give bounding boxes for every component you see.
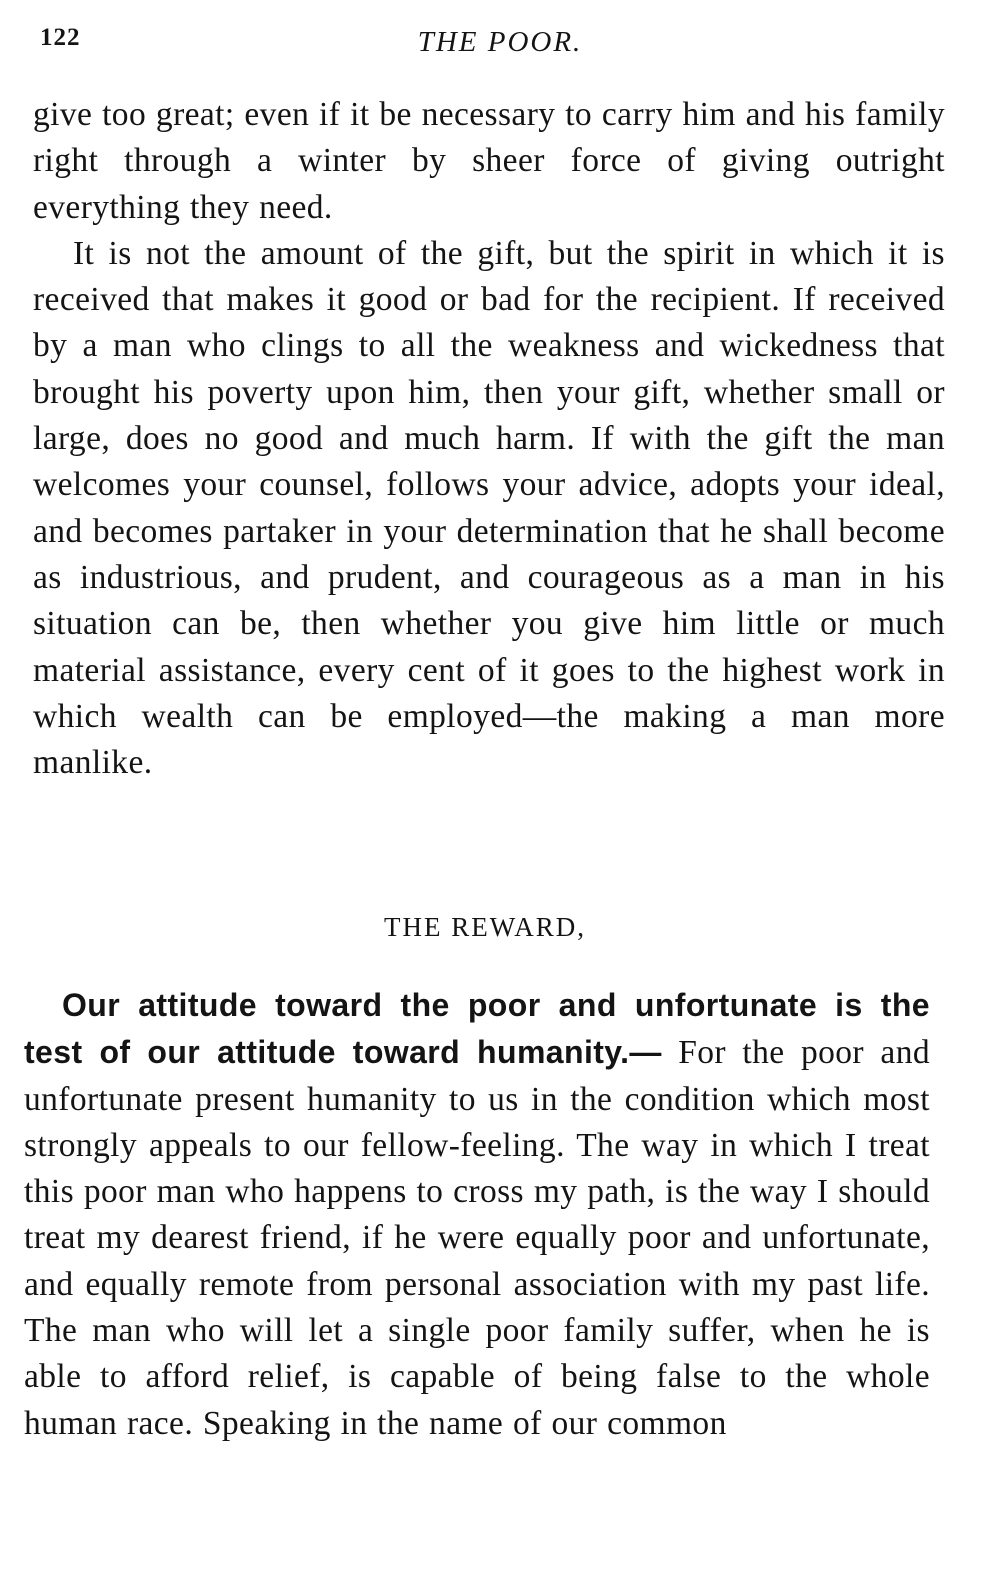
lead-sentence: Our attitude toward the poor and unfortunate is the test of our attitude toward humanity.— xyxy=(24,987,930,1071)
reward-body: For the poor and unfortunate present humanity to us in the condition which most strongly appeals to our fellow-feeling. The way in which I treat this poor man who happens to cross my path, is the way I should treat my dearest friend, if he were equally poor and unfortunate, and equally remote from personal association with my past life. The man who will let a single poor family suffer, when he is able to afford relief, is capable of being false to the whole human race. Speaking in the name of our common xyxy=(24,1034,930,1442)
running-head xyxy=(0,22,1000,62)
section-two-text xyxy=(24,982,930,1447)
running-title: THE POOR. xyxy=(417,26,583,58)
page-number: 122 xyxy=(40,24,81,51)
continuation-paragraph: give too great; even if it be necessary to carry him and his family right through a winter by sheer force of giving outright everything they need. xyxy=(33,96,945,226)
reward-paragraph xyxy=(24,982,930,1447)
section-heading-label: THE REWARD, xyxy=(384,912,586,942)
section-one-text xyxy=(33,92,945,786)
gift-spirit-paragraph: It is not the amount of the gift, but the spirit in which it is received that makes it good or bad for the recipient. If received by a man who clings to all the weakness and wickedness that brought his poverty upon him, then your gift, whether small or large, does no good and much harm. If with the gift the man welcomes your counsel, follows your advice, adopts your ideal, and becomes partaker in your determination that he shall become as industrious, and prudent, and courageous as a man in his situation can be, then whether you give him little or much material assistance, every cent of it goes to the highest work in which wealth can be employed—the making a man more manlike. xyxy=(33,234,945,782)
section-heading xyxy=(0,912,1000,943)
